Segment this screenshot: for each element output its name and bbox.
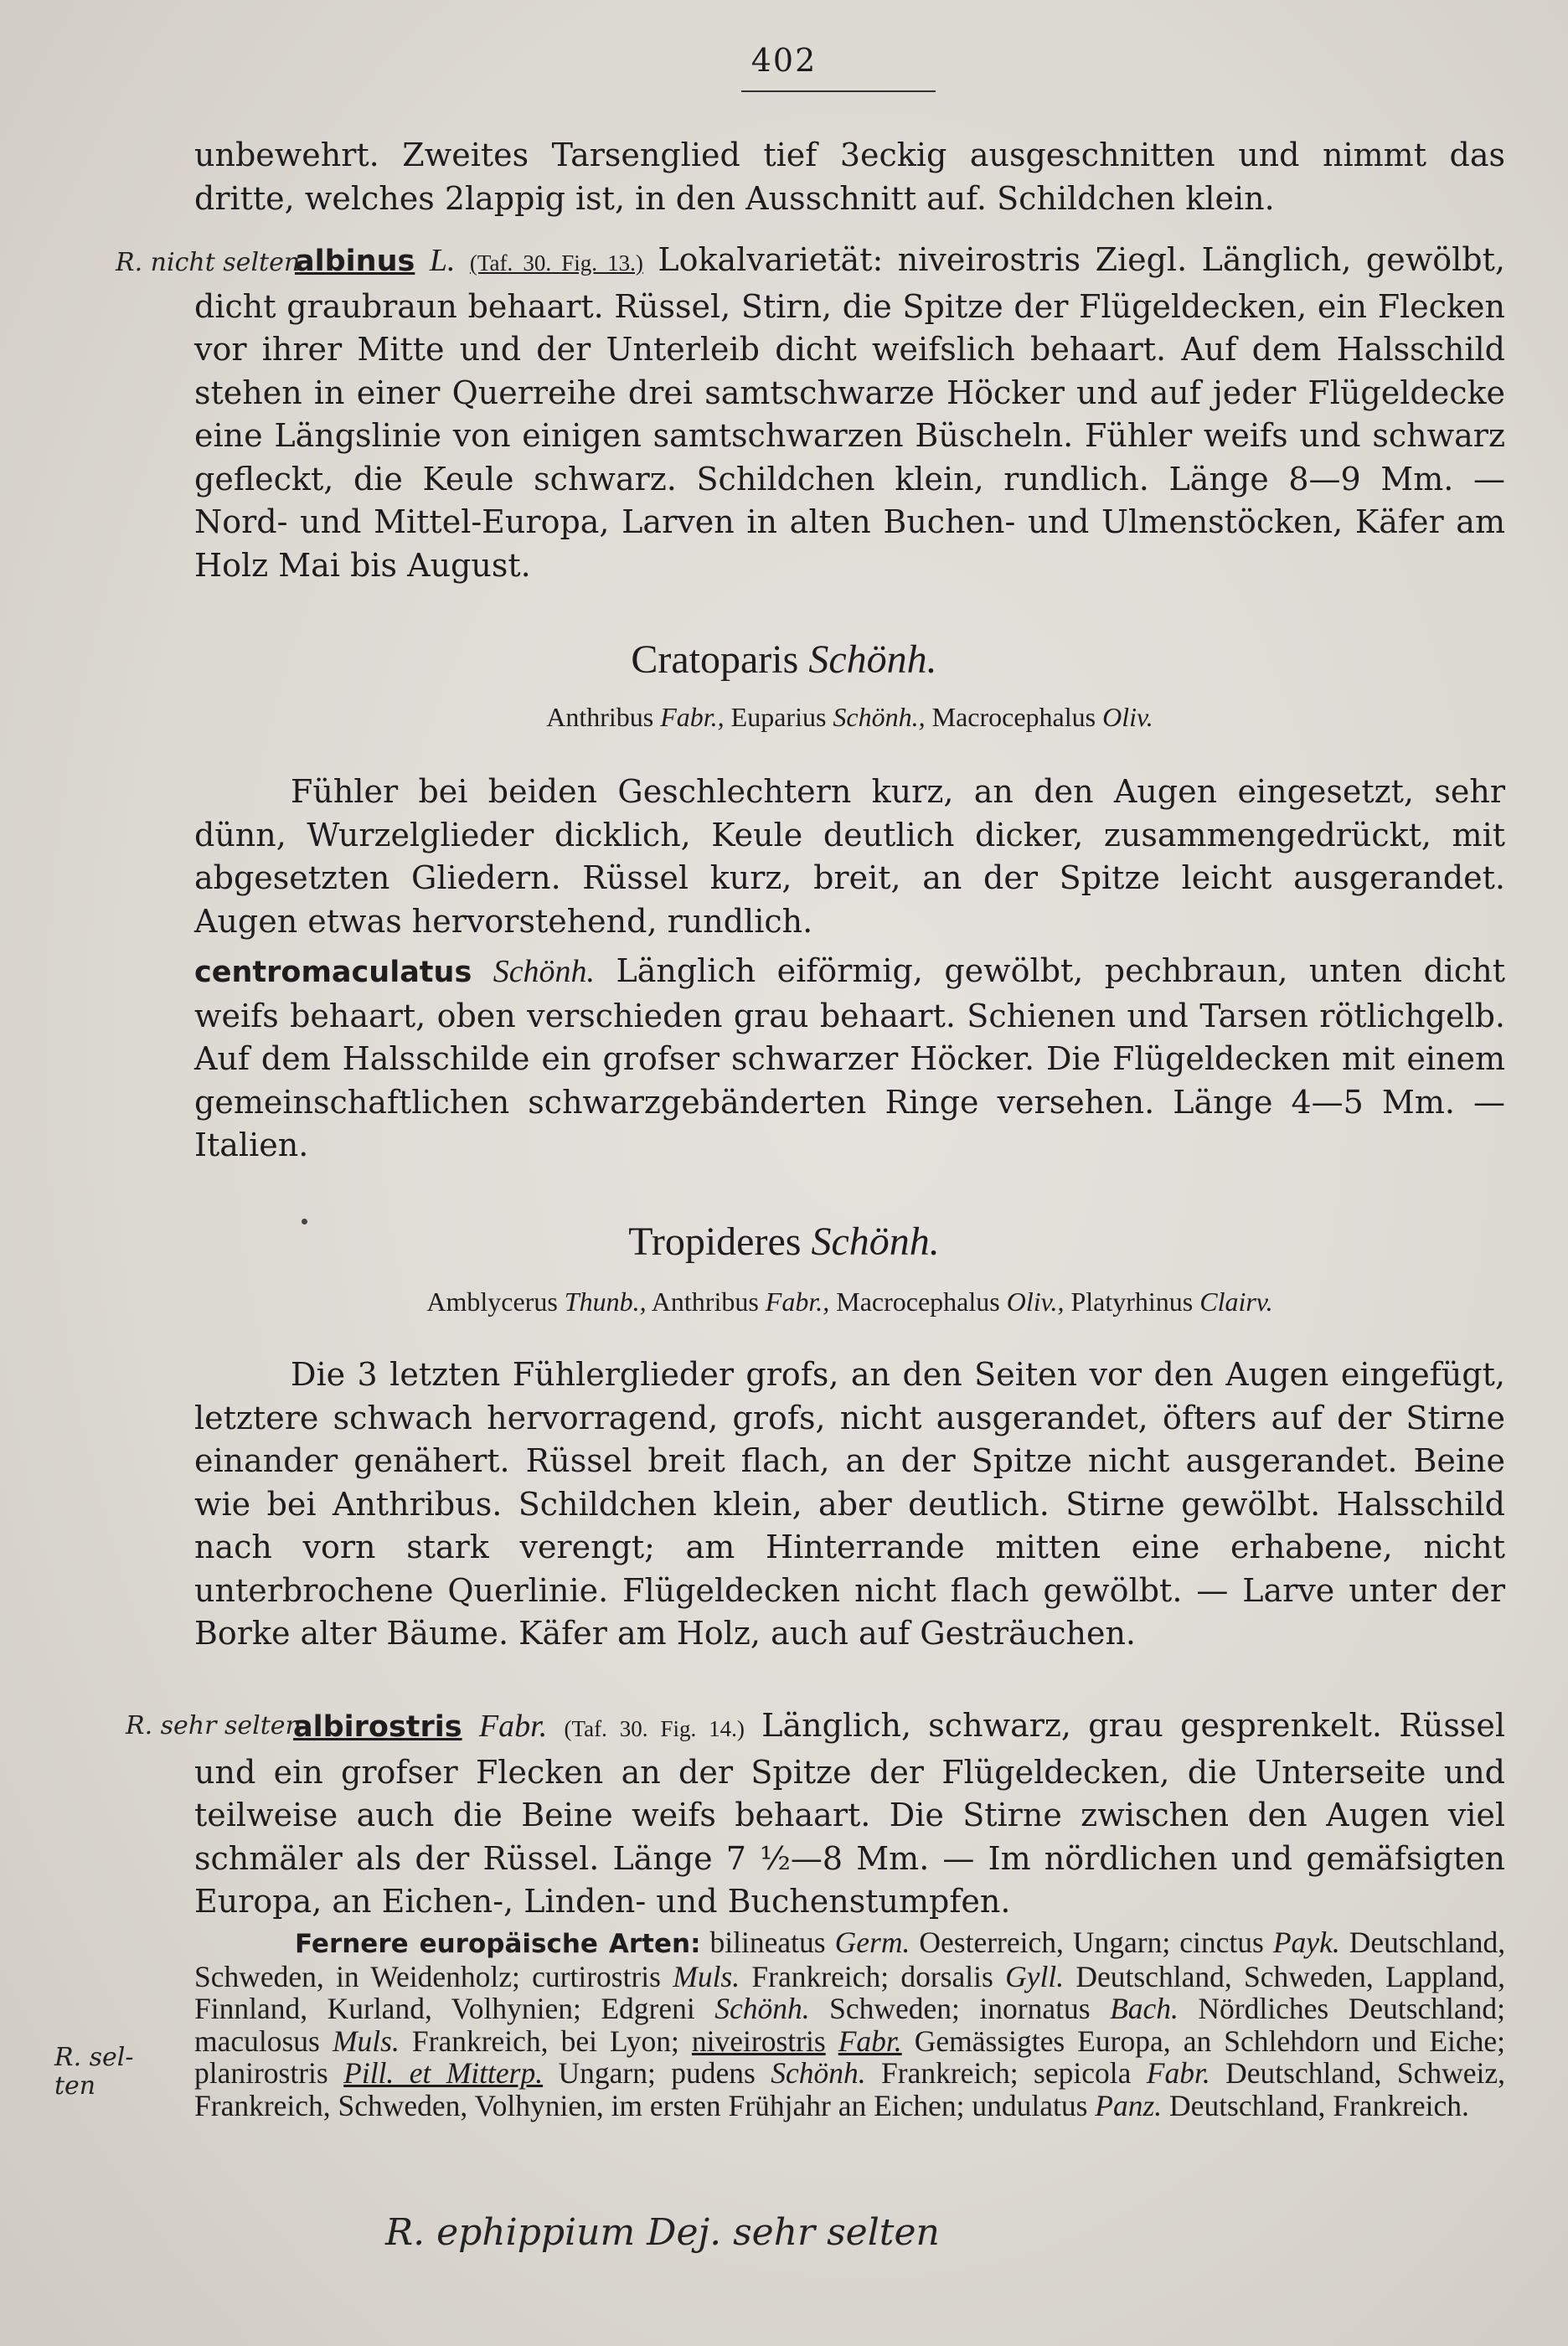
synonym: Anthribus <box>651 1286 759 1317</box>
synonym-author: Fabr., <box>660 702 725 732</box>
species-list-text: bilineatus <box>709 1926 826 1959</box>
species-name: albinus <box>295 245 415 278</box>
synonym: Platyrhinus <box>1070 1286 1194 1317</box>
species-list-author: Fabr. <box>838 2024 902 2058</box>
species-list-author: Panz. <box>1095 2088 1163 2122</box>
species-list-text: Deutschland, Schweden, Lappland, Finnland, Kurland, Volhynien; Edgreni <box>194 1959 1506 2025</box>
handwritten-bottom-note: R. ephippium Dej. sehr selten <box>385 2211 940 2254</box>
synonym: Macrocephalus <box>836 1286 1000 1317</box>
species-description: Länglich eiförmig, gewölbt, pechbraun, unten dicht weifs behaart, oben verschieden grau behaart. Schienen und Tarsen rötlichgelb. Auf dem Halsschilde ein grofser schwarzer Höcker. Die Flügeldecken mit einem gemeinschaftlichen schwarzgebänderten Ringe versehen. Länge 4—5 Mm. — Italien. <box>194 952 1505 1163</box>
species-list-text: Nördliches Deutschland; maculosus <box>194 1992 1506 2058</box>
genus-author: Schönh. <box>811 1219 940 1264</box>
species-list-author: Muls. <box>332 2024 400 2058</box>
species-description: Lokalvarietät: niveirostris Ziegl. Länglich, gewölbt, dicht graubraun behaart. Rüssel, Stirn, die Spitze der Flügeldecken, ein Flecken vor ihrer Mitte und der Unterleib dicht weifslich behaart. Auf dem Halsschild stehen in einer Querreihe drei samtschwarze Höcker und auf jeder Flügeldecke eine Längslinie von einigen samtschwarzen Büscheln. Fühler weifs und schwarz gefleckt, die Keule schwarz. Schildchen klein, rundlich. Länge 8—9 Mm. — Nord- und Mittel-Europa, Larven in alten Buchen- und Ulmenstöcken, Käfer am Holz Mai bis August. <box>194 241 1505 584</box>
species-list-text: Frankreich; sepicola <box>881 2056 1132 2090</box>
synonym-author: Oliv., <box>1006 1286 1065 1317</box>
species-list-text: Deutschland, Schweiz, Frankreich, Schweden, Volhynien, im ersten Frühjahr an Eichen; undulatus <box>194 2056 1505 2122</box>
species-entry-albirostris <box>194 1704 1505 1924</box>
section-lead: Fernere europäische Arten: <box>295 1929 701 1959</box>
plate-reference: (Taf. 30. Fig. 14.) <box>564 1716 745 1741</box>
species-name: centromaculatus <box>194 956 472 989</box>
genus-description-tropideres <box>194 1353 1505 1656</box>
species-list-author: Payk. <box>1272 1926 1340 1959</box>
synonym: Euparius <box>730 702 827 732</box>
species-list-author: Schönh. <box>771 2056 866 2090</box>
species-list-author: Schönh. <box>714 1992 810 2025</box>
genus-heading-tropideres <box>0 1219 1568 1265</box>
genus-author: Schönh. <box>808 637 937 682</box>
synonym: Macrocephalus <box>931 702 1096 732</box>
synonym-author: Clairv. <box>1199 1286 1273 1317</box>
handwritten-margin-note: R. sel-ten <box>54 2043 134 2101</box>
synonym-author: Oliv. <box>1102 702 1153 732</box>
paragraph-continuation <box>194 134 1505 220</box>
genus-heading-cratoparis <box>0 637 1568 683</box>
other-european-species <box>194 1926 1505 2122</box>
species-entry-centromaculatus <box>194 950 1505 1168</box>
species-list-author: Gyll. <box>1005 1959 1065 1993</box>
species-description: Länglich, schwarz, grau gesprenkelt. Rüssel und ein grofser Flecken an der Spitze der Flügeldecken, die Unterseite und teilweise auch die Beine weifs behaart. Die Stirne zwischen den Augen viel schmäler als der Rüssel. Länge 7 ½—8 Mm. — Im nördlichen und gemäfsigten Europa, an Eichen-, Linden- und Buchenstumpfen. <box>194 1707 1505 1920</box>
genus-synonyms-tropideres <box>194 1286 1505 1317</box>
species-list-text: Frankreich; dorsalis <box>751 1959 993 1993</box>
species-list-text: Deutschland, Frankreich. <box>1169 2088 1469 2122</box>
species-list-text: Oesterreich, Ungarn; cinctus <box>919 1926 1264 1959</box>
species-list-text: Frankreich, bei Lyon; <box>411 2024 679 2058</box>
synonym-author: Fabr., <box>765 1286 830 1317</box>
synonym-author: Schönh., <box>833 702 926 732</box>
genus-description: Fühler bei beiden Geschlechtern kurz, an den Augen eingesetzt, sehr dünn, Wurzelglieder dicklich, Keule deutlich dicker, zusammengedrückt, mit abgesetzten Gliedern. Rüssel kurz, breit, an der Spitze leicht ausgerandet. Augen etwas hervorstehend, rundlich. <box>194 773 1505 940</box>
species-list-author: Germ. <box>834 1926 910 1959</box>
species-list-author: Pill. et Mitterp. <box>343 2056 544 2090</box>
synonym: Anthribus <box>546 702 654 732</box>
species-name: albirostris <box>293 1710 462 1744</box>
header-rule <box>741 90 936 92</box>
genus-name: Tropideres <box>628 1219 802 1264</box>
species-list-text: niveirostris <box>691 2024 826 2058</box>
handwritten-annotation-albinus: R. nicht selten <box>116 248 301 277</box>
continuation-text: unbewehrt. Zweites Tarsenglied tief 3eckig ausgeschnitten und nimmt das dritte, welches 2lappig ist, in den Ausschnitt auf. Schildchen klein. <box>194 137 1505 217</box>
genus-synonyms-cratoparis <box>194 702 1505 733</box>
species-list-text: Ungarn; pudens <box>558 2056 756 2090</box>
species-list-author: Muls. <box>673 1959 740 1993</box>
genus-description: Die 3 letzten Fühlerglieder grofs, an den Seiten vor den Augen eingefügt, letztere schwach hervorragend, grofs, nicht ausgerandet, öfters auf der Stirne einander genähert. Rüssel breit flach, an der Spitze nicht ausgerandet. Beine wie bei Anthribus. Schildchen klein, aber deutlich. Stirne gewölbt. Halsschild nach vorn stark verengt; am Hinterrande mitten eine erhabene, nicht unterbrochene Querlinie. Flügeldecken nicht flach gewölbt. — Larve unter der Borke alter Bäume. Käfer am Holz, auch auf Gesträuchen. <box>194 1356 1505 1652</box>
genus-description-cratoparis <box>194 771 1505 943</box>
species-list-author: Bach. <box>1110 1992 1179 2025</box>
synonym: Amblycerus <box>426 1286 558 1317</box>
species-list-text: Schweden; inornatus <box>829 1992 1091 2025</box>
plate-reference: (Taf. 30. Fig. 13.) <box>469 250 643 276</box>
page-number: 402 <box>750 42 818 79</box>
species-author: Fabr. <box>478 1709 548 1744</box>
species-list-text: Gemässigtes Europa, an Schlehdorn und Eiche; planirostris <box>194 2024 1505 2090</box>
species-list-author: Fabr. <box>1146 2056 1210 2090</box>
species-author: Schönh. <box>493 954 596 989</box>
species-entry-albinus <box>194 239 1505 587</box>
species-list-text: Deutschland, Schweden, in Weidenholz; curtirostris <box>194 1926 1506 1993</box>
handwritten-annotation-albirostris: R. sehr selten <box>126 1711 302 1740</box>
synonym-author: Thunb., <box>564 1286 647 1317</box>
species-author: L. <box>429 243 456 278</box>
genus-name: Cratoparis <box>631 637 799 682</box>
